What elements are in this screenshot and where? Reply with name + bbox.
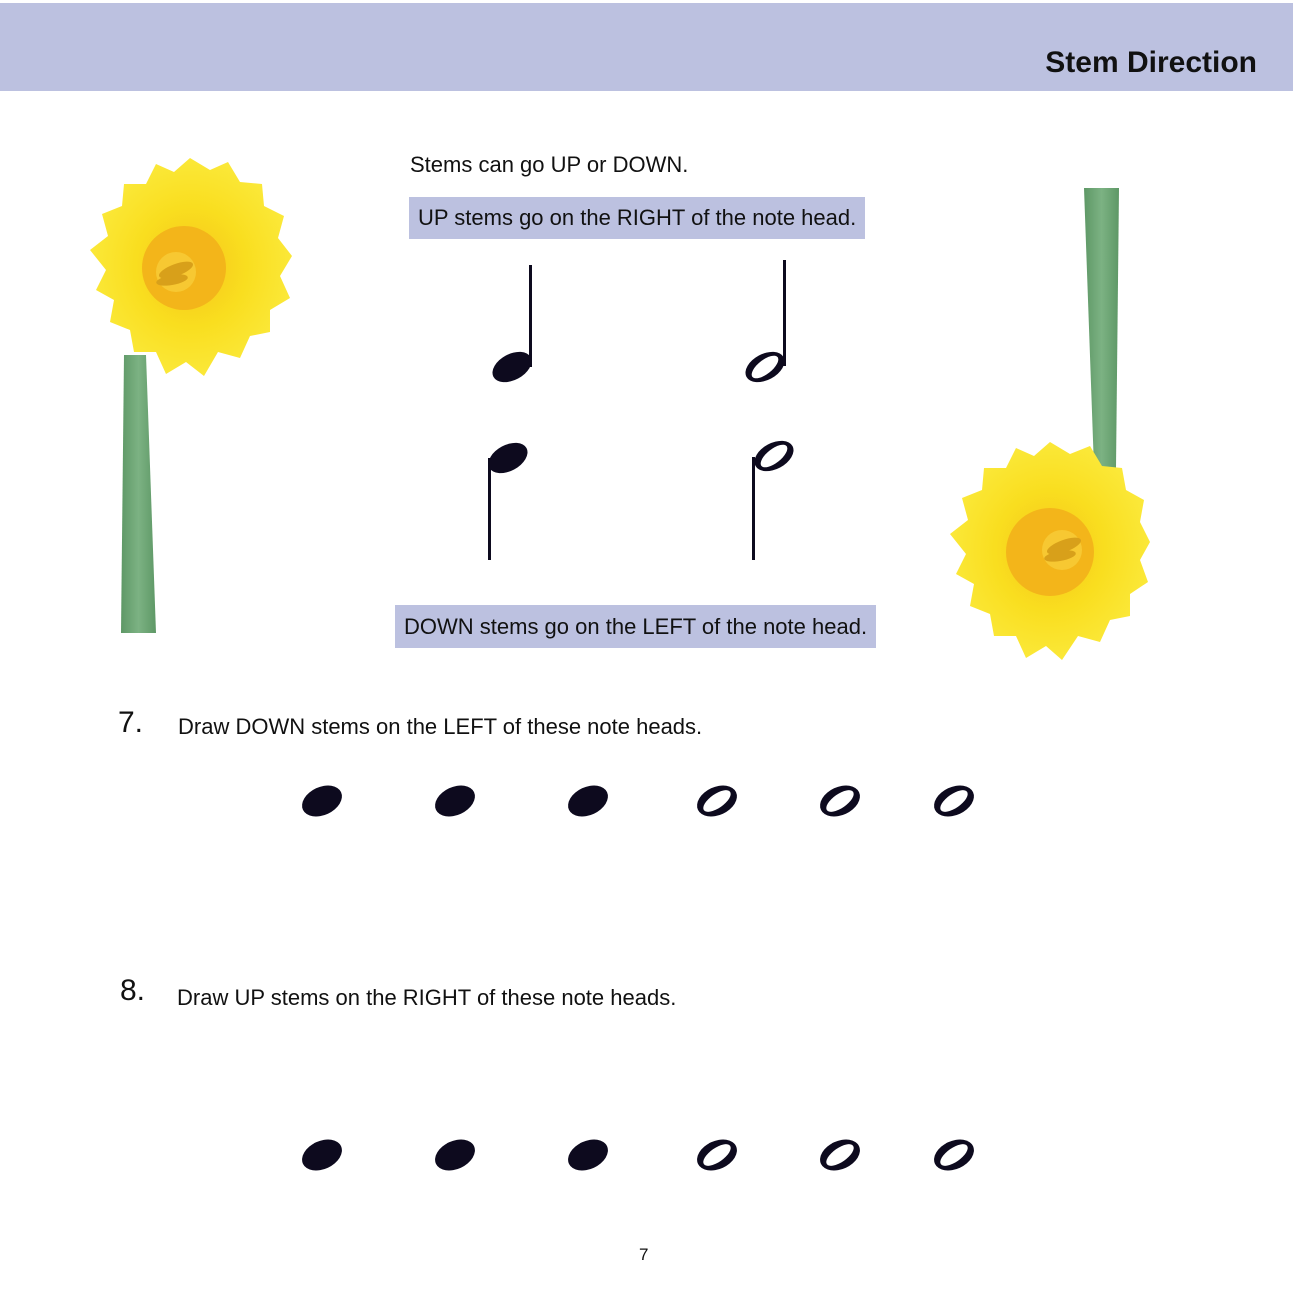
filled-note-head xyxy=(563,779,613,822)
filled-note-head xyxy=(297,779,347,822)
exercise-7-number: 7. xyxy=(118,706,144,739)
filled-note-head xyxy=(430,1133,480,1176)
example-quarter-note-up xyxy=(487,265,536,388)
down-stem-rule: DOWN stems go on the LEFT of the note head. xyxy=(395,605,876,648)
intro-text: Stems can go UP or DOWN. xyxy=(410,152,689,177)
exercise-8-number: 8. xyxy=(120,974,146,1007)
hollow-note-head xyxy=(692,779,742,822)
exercise-8-note-heads xyxy=(297,1133,979,1176)
example-half-note-down xyxy=(749,435,798,560)
page-number: 7 xyxy=(639,1245,649,1264)
daffodil-flower-right xyxy=(950,188,1150,660)
example-quarter-note-down xyxy=(483,437,532,560)
hollow-note-head xyxy=(929,1133,979,1176)
exercise-7-instruction: Draw DOWN stems on the LEFT of these note heads. xyxy=(178,714,703,739)
page-title: Stem Direction xyxy=(1045,46,1257,79)
filled-note-head xyxy=(430,779,480,822)
hollow-note-head xyxy=(815,779,865,822)
exercise-8-instruction: Draw UP stems on the RIGHT of these note heads. xyxy=(177,985,677,1010)
hollow-note-head xyxy=(815,1133,865,1176)
hollow-note-head xyxy=(692,1133,742,1176)
filled-note-head xyxy=(563,1133,613,1176)
up-stem-rule: UP stems go on the RIGHT of the note head. xyxy=(409,197,865,239)
filled-note-head xyxy=(297,1133,347,1176)
example-half-note-up xyxy=(740,260,789,388)
daffodil-flower-left xyxy=(90,158,292,633)
exercise-7-note-heads xyxy=(297,779,979,822)
hollow-note-head xyxy=(929,779,979,822)
